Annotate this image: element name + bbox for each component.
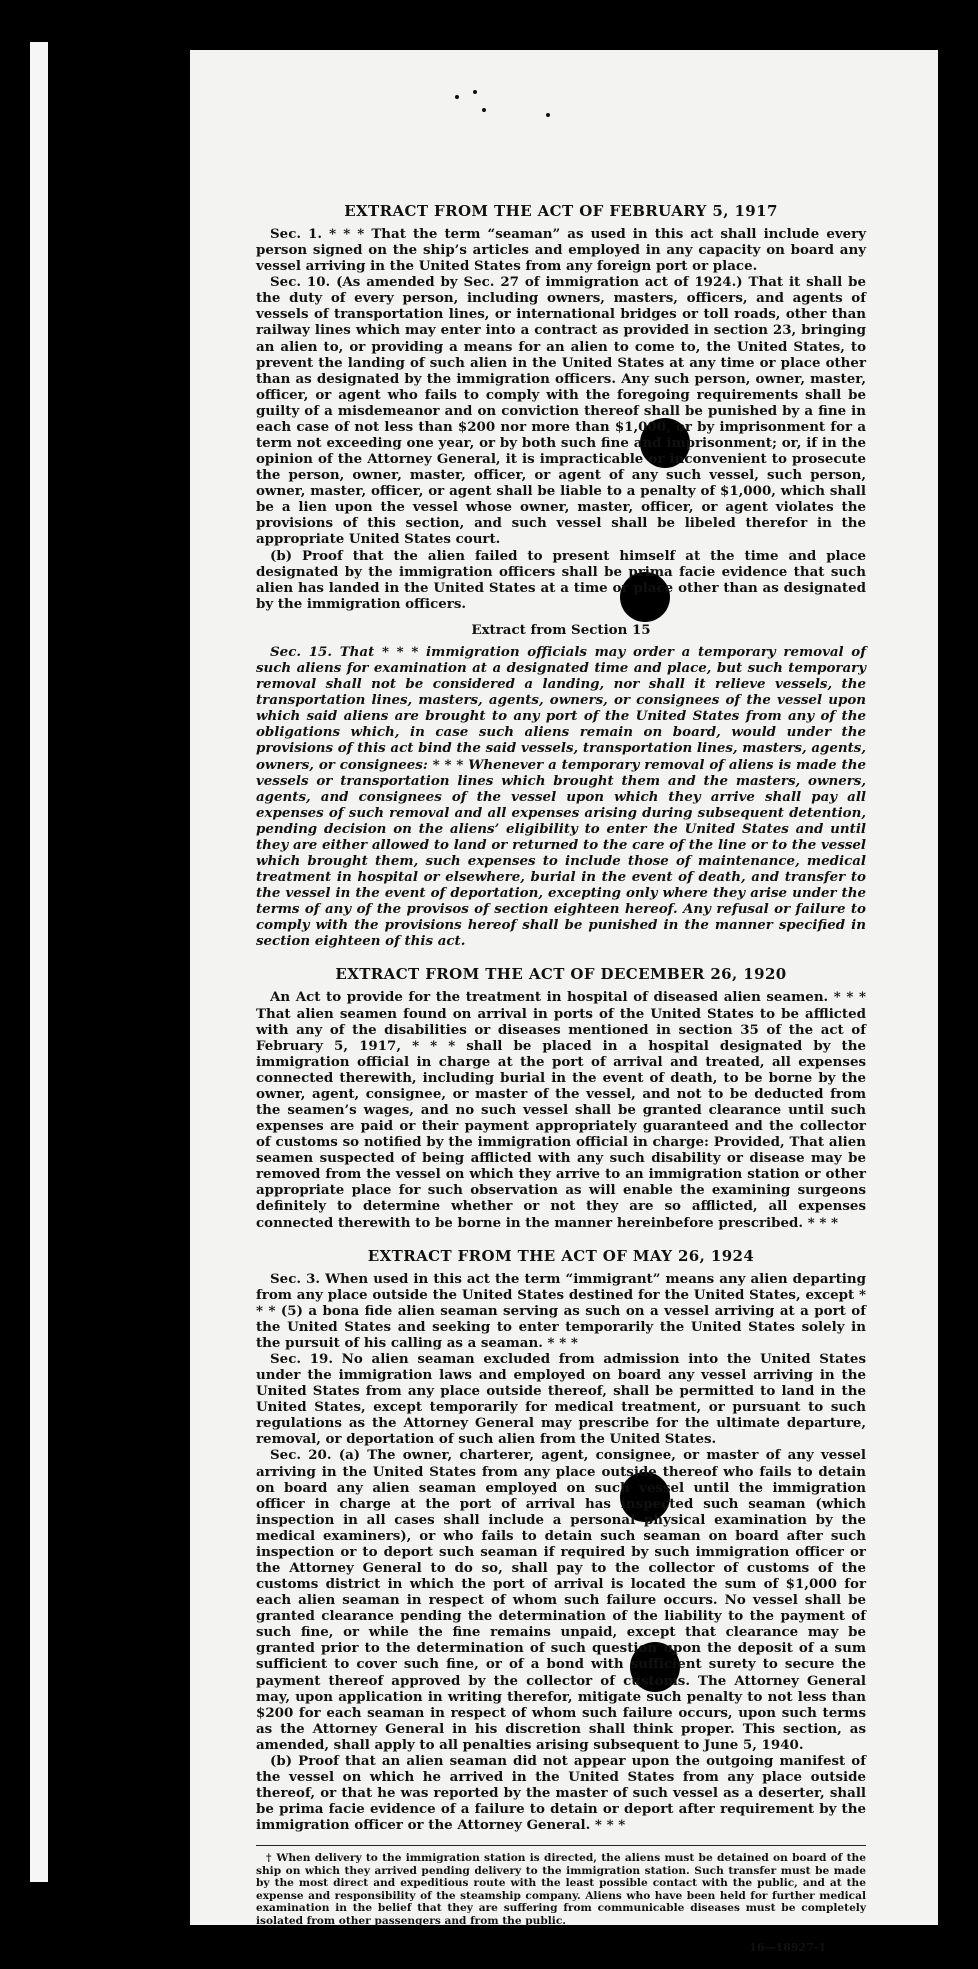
subheading-section-15: Extract from Section 15 [471, 621, 651, 638]
paragraph-sec-20-b: (b) Proof that an alien seaman did not appear upon the outgoing manifest of the vessel on which he arrived in the United States from any place outside thereof, or that he was reported by the master of such vessel as a deserter, shall be prima facie evidence of a failure to detain or deport after requirement by the immigration officer or the Attorney General. * * * [256, 1752, 866, 1834]
document-body [256, 150, 866, 1955]
footnote: † When delivery to the immigration station is directed, the aliens must be detained on board of the ship on which they arrived pending delivery to the immigration station. Such transfer must be made by the most direct and expeditious route with the least possible contact with the public, and at the expense and responsibility of the steamship company. Aliens who have been held for further medical examination in the belief that they are suffering from communicable diseases must be completely isolated from other passengers and from the public. [256, 1852, 866, 1927]
paragraph-act-1920: An Act to provide for the treatment in hospital of diseased alien seamen. * * * That alien seamen found on arrival in ports of the United States to be afflicted with any of the disabilities or diseases mentioned in section 35 of the act of February 5, 1917, * * * shall be placed in a hospital designated by the immigration official in charge at the port of arrival and treated, all expenses connected therewith, including burial in the event of death, to be borne by the owner, agent, consignee, or master of the vessel, and not to be deducted from the seamen’s wages, and no such vessel shall be granted clearance until such expenses are paid or their payment appropriately guaranteed and the collector of customs so notified by the immigration official in charge: Provided, That alien seamen suspected of being afflicted with any such disability or disease may be removed from the vessel on which they arrive to an immigration station or other appropriate place for such observation as will enable the examining surgeons definitely to determine whether or not they are so afflicted, all expenses connected therewith to be borne in the manner hereinbefore prescribed. * * * [256, 989, 866, 1231]
paragraph-sec-15: Sec. 15. That * * * immigration officials may order a temporary removal of such aliens for examination at a designated time and place, but such temporary removal shall not be considered a landing, nor shall it relieve vessels, the transportation lines, masters, agents, owners, or consignees of the vessel upon which said aliens are brought to any port of the United States from any of the obligations which, in case such aliens remain on board, would under the provisions of this act bind the said vessels, transportation lines, masters, agents, owners, or consignees: * * * Whenever a temporary removal of aliens is made the vessels or transportation lines which brought them and the masters, owners, agents, and consignees of the vessel upon which they arrive shall pay all expenses of such removal and all expenses arising during subsequent detention, pending decision on the aliens’ eligibility to enter the United States and until they are either allowed to land or returned to the care of the line or to the vessel which brought them, such expenses to include those of maintenance, medical treatment in hospital or elsewhere, burial in the event of death, and transfer to the vessel in the event of deportation, excepting only where they arise under the terms of any of the provisos of section eighteen hereof. Any refusal or failure to comply with the provisions hereof shall be punished in the manner specified in section eighteen of this act. [256, 643, 866, 950]
paragraph-sec-19: Sec. 19. No alien seaman excluded from admission into the United States under the immigration laws and employed on board any vessel arriving in the United States from any place outside thereof, shall be permitted to land in the United States, except temporarily for medical treatment, or pursuant to such regulations as the Attorney General may prescribe for the ultimate departure, removal, or deportation of such alien from the United States. [256, 1351, 866, 1448]
scan-speck [455, 95, 459, 99]
section-heading-1920: EXTRACT FROM THE ACT OF DECEMBER 26, 1920 [335, 965, 787, 984]
scan-speck [473, 90, 477, 94]
footnote-divider [256, 1845, 866, 1846]
paragraph-sec-20-a: Sec. 20. (a) The owner, charterer, agent, consignee, or master of any vessel arriving in the United States from any place outside thereof who fails to detain on board any alien seaman employed on such vessel until the immigration officer in charge at the port of arrival has inspected such seaman (which inspection in all cases shall include a personal physical examination by the medical examiners), or who fails to detain such seaman on board after such inspection or to deport such seaman if required by such immigration officer or the Attorney General to do so, shall pay to the collector of customs of the customs district in which the port of arrival is located the sum of $1,000 for each alien seaman in respect of whom such failure occurs. No vessel shall be granted clearance pending the determination of the liability to the payment of such fine, or while the fine remains unpaid, except that clearance may be granted prior to the determination of such question upon the deposit of a sum sufficient to cover such fine, or of a bond with sufficient surety to secure the payment thereof approved by the collector of customs. The Attorney General may, upon application in writing therefor, mitigate such penalty to not less than $200 for each seaman in respect of whom such failure occurs, upon such terms as the Attorney General in his discretion shall think proper. This section, as amended, shall apply to all penalties arising subsequent to June 5, 1940. [256, 1447, 866, 1753]
paragraph-sec-10: Sec. 10. (As amended by Sec. 27 of immigration act of 1924.) That it shall be the duty of every person, including owners, masters, officers, and agents of vessels of transportation lines, or international bridges or toll roads, other than railway lines which may enter into a contract as provided in section 23, bringing an alien to, or providing a means for an alien to come to, the United States, to prevent the landing of such alien in the United States at any time or place other than as designated by the immigration officers. Any such person, owner, master, officer, or agent who fails to comply with the foregoing requirements shall be guilty of a misdemeanor and on conviction thereof shall be punished by a fine in each case of not less than $200 nor more than $1,000, or by imprisonment for a term not exceeding one year, or by both such fine and imprisonment; or, if in the opinion of the Attorney General, it is impracticable or inconvenient to prosecute the person, owner, master, officer, or agent of any such vessel, such person, owner, master, officer, or agent shall be liable to a penalty of $1,000, which shall be a lien upon the vessel whose owner, master, officer, or agent violates the provisions of this section, and such vessel shall be libeled therefor in the appropriate United States court. [256, 274, 866, 548]
paragraph-sec-10-b: (b) Proof that the alien failed to present himself at the time and place designated by the immigration officers shall be prima facie evidence that such alien has landed in the United States at a time or place other than as designated by the immigration officers. [256, 547, 866, 612]
paragraph-sec-3: Sec. 3. When used in this act the term “immigrant” means any alien departing from any place outside the United States destined for the United States, except * * * (5) a bona fide alien seaman serving as such on a vessel arriving at a port of the United States and seeking to enter temporarily the United States solely in the pursuit of his calling as a seaman. * * * [256, 1270, 866, 1351]
scan-edge-strip [30, 42, 48, 1882]
section-heading-1917: EXTRACT FROM THE ACT OF FEBRUARY 5, 1917 [344, 202, 778, 220]
section-heading-1924: EXTRACT FROM THE ACT OF MAY 26, 1924 [367, 1246, 755, 1265]
form-number: 16—18927-1 [749, 1941, 826, 1955]
paragraph-sec-1: Sec. 1. * * * That the term “seaman” as used in this act shall include every person signed on the ship’s articles and employed in any capacity on board any vessel arriving in the United States from any foreign port or place. [256, 226, 866, 275]
scan-speck [546, 113, 550, 117]
scan-speck [482, 108, 486, 112]
document-page [190, 50, 938, 1955]
